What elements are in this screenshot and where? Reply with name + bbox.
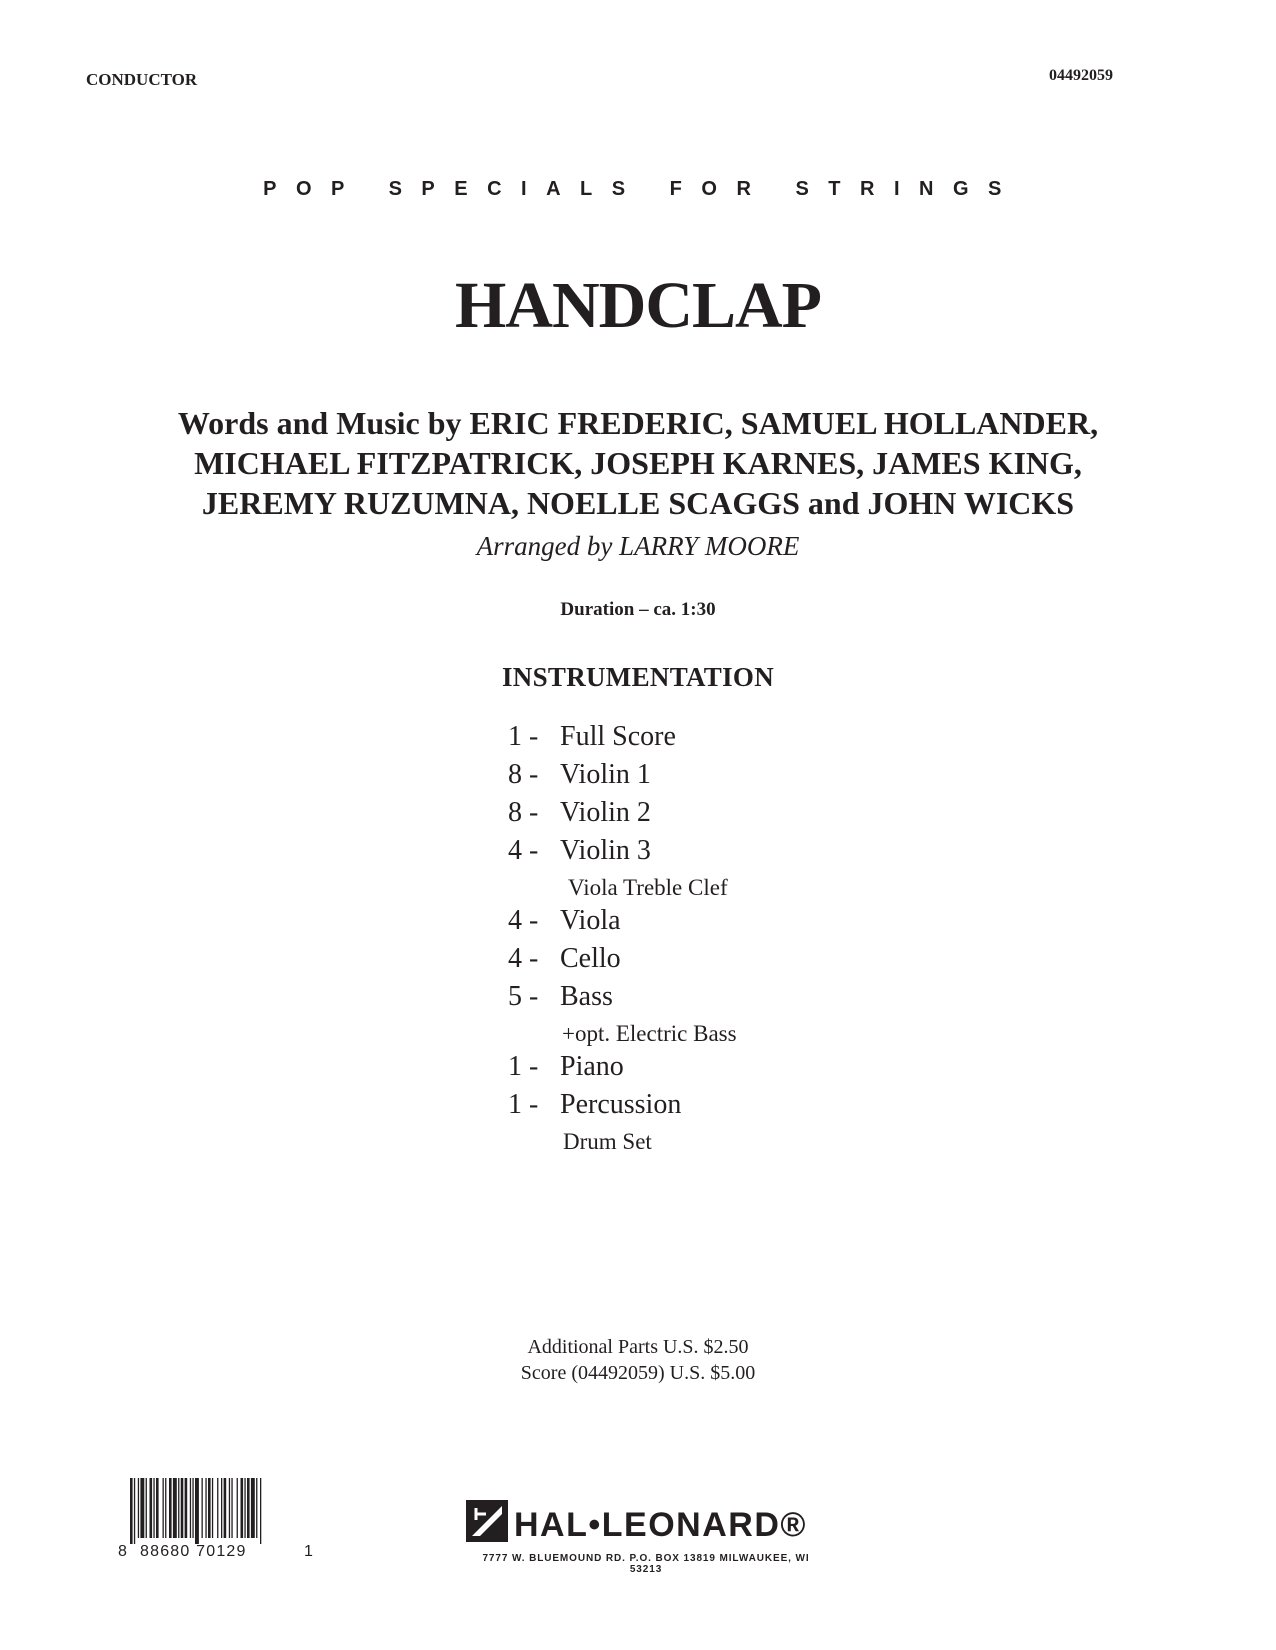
barcode-bar xyxy=(212,1478,213,1538)
barcode-bar xyxy=(181,1478,184,1538)
barcode-digits: 88680 70129 xyxy=(140,1543,247,1560)
barcode-bar xyxy=(237,1478,238,1538)
barcode-bar xyxy=(130,1478,133,1544)
barcode-bar xyxy=(134,1478,135,1544)
arranger-credit: Arranged by LARRY MOORE xyxy=(476,531,800,561)
barcode-bar xyxy=(244,1478,245,1538)
barcode-bar xyxy=(241,1478,244,1538)
barcode-bar xyxy=(247,1478,250,1538)
instrument-item xyxy=(508,1089,681,1121)
credit-line: JEREMY RUZUMNA, NOELLE SCAGGS and JOHN WICKS xyxy=(201,485,1075,521)
series-title: POP SPECIALS FOR STRINGS xyxy=(263,178,1021,200)
barcode-bar xyxy=(153,1478,154,1538)
barcode-last-digit: 1 xyxy=(304,1543,315,1560)
duration: Duration – ca. 1:30 xyxy=(560,599,716,620)
additional-parts-price: Additional Parts U.S. $2.50 xyxy=(527,1336,749,1358)
barcode-bar xyxy=(192,1478,193,1538)
instrument-note: Viola Treble Clef xyxy=(568,875,728,900)
instrument-item xyxy=(508,835,651,867)
barcode xyxy=(118,1478,314,1568)
instrument-quantity: 1 - xyxy=(508,1089,539,1120)
barcode-bar xyxy=(140,1478,144,1538)
instrument-quantity: 4 - xyxy=(508,943,539,974)
barcode-bar xyxy=(256,1478,257,1538)
instrument-quantity: 4 - xyxy=(508,905,539,936)
publisher-address: 7777 W. BLUEMOUND RD. P.O. BOX 13819 MILWAUKEE, WI 53213 xyxy=(482,1553,810,1575)
barcode-bar xyxy=(169,1478,172,1538)
instrument-item xyxy=(508,1051,624,1083)
instrument-name: Violin 2 xyxy=(560,797,651,828)
barcode-bar xyxy=(231,1478,232,1538)
barcode-bar xyxy=(217,1478,218,1538)
part-label: CONDUCTOR xyxy=(86,70,198,89)
instrument-note: +opt. Electric Bass xyxy=(562,1021,737,1046)
barcode-bar xyxy=(205,1478,206,1538)
instrument-name: Violin 3 xyxy=(560,835,651,866)
instrument-quantity: 1 - xyxy=(508,721,539,752)
instrument-name: Percussion xyxy=(560,1089,682,1120)
barcode-bar xyxy=(163,1478,164,1538)
catalog-number: 04492059 xyxy=(1049,67,1113,84)
instrument-quantity: 8 - xyxy=(508,759,539,790)
barcode-bar xyxy=(229,1478,230,1538)
instrument-item xyxy=(508,721,676,753)
instrument-item xyxy=(508,759,651,791)
instrument-item xyxy=(508,943,621,975)
instrument-quantity: 8 - xyxy=(508,797,539,828)
barcode-bar xyxy=(260,1478,261,1544)
publisher-name: HAL•LEONARD® xyxy=(514,1506,807,1544)
barcode-bars xyxy=(118,1478,314,1544)
instrumentation-heading: INSTRUMENTATION xyxy=(501,662,775,692)
barcode-bar xyxy=(224,1478,227,1538)
barcode-bar xyxy=(251,1478,255,1538)
instrument-item xyxy=(508,797,651,829)
barcode-bar xyxy=(146,1478,147,1538)
barcode-bar xyxy=(156,1478,159,1538)
barcode-bar xyxy=(150,1478,153,1538)
instrument-item xyxy=(508,905,621,937)
publisher-logo xyxy=(466,1500,826,1544)
credit-line: Words and Music by ERIC FREDERIC, SAMUEL HOLLANDER, xyxy=(177,405,1099,441)
barcode-bar xyxy=(190,1478,191,1538)
barcode-bar xyxy=(138,1478,139,1538)
barcode-bar xyxy=(221,1478,222,1538)
instrument-note: Drum Set xyxy=(563,1129,652,1154)
barcode-bar xyxy=(173,1478,177,1538)
instrument-quantity: 1 - xyxy=(508,1051,539,1082)
instrument-name: Viola xyxy=(560,905,621,936)
score-price: Score (04492059) U.S. $5.00 xyxy=(520,1362,756,1384)
barcode-bar xyxy=(202,1478,203,1538)
publisher-logo-mark xyxy=(466,1500,508,1542)
barcode-bar xyxy=(165,1478,166,1538)
barcode-first-digit: 8 xyxy=(118,1543,129,1560)
instrument-item xyxy=(508,981,613,1013)
instrument-name: Bass xyxy=(560,981,613,1012)
song-title: HANDCLAP xyxy=(455,269,821,342)
instrument-name: Violin 1 xyxy=(560,759,651,790)
barcode-bar xyxy=(185,1478,188,1538)
instrument-name: Full Score xyxy=(560,721,676,752)
instrument-quantity: 4 - xyxy=(508,835,539,866)
barcode-bar xyxy=(208,1478,211,1538)
barcode-bar xyxy=(195,1478,199,1544)
instrument-quantity: 5 - xyxy=(508,981,539,1012)
instrument-name: Piano xyxy=(560,1051,624,1082)
barcode-bar xyxy=(178,1478,179,1538)
instrument-name: Cello xyxy=(560,943,621,974)
credit-line: MICHAEL FITZPATRICK, JOSEPH KARNES, JAMES KING, xyxy=(194,445,1082,481)
